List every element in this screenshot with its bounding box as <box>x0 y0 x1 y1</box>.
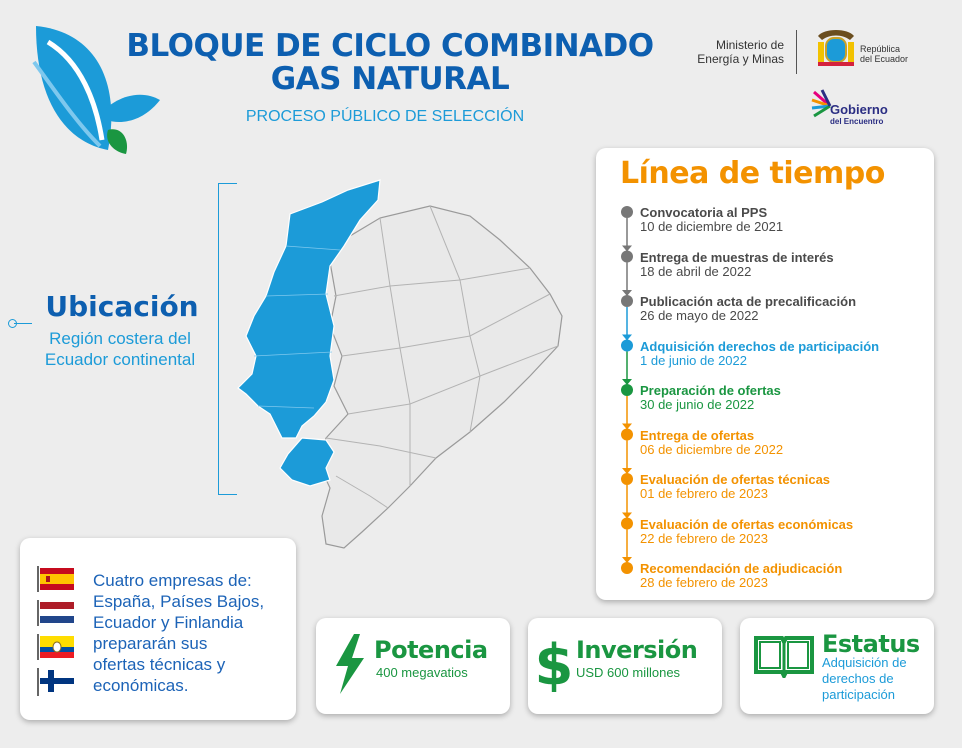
page-title: BLOQUE DE CICLO COMBINADO GAS NATURAL <box>126 28 654 97</box>
timeline-event <box>640 429 783 457</box>
timeline-axis <box>612 204 642 604</box>
lightning-icon <box>330 634 370 694</box>
timeline-event <box>640 295 856 323</box>
timeline-dot <box>621 340 633 352</box>
timeline-event <box>640 384 781 412</box>
investment-label: Inversión <box>576 636 698 664</box>
timeline-event <box>640 518 853 546</box>
timeline-event-date: 28 de febrero de 2023 <box>640 575 768 590</box>
timeline-event-name: Evaluación de ofertas económicas <box>640 516 854 532</box>
timeline-dot <box>621 295 633 307</box>
investment-value: USD 600 millones <box>576 665 681 680</box>
svg-text:$: $ <box>534 633 574 692</box>
logo-divider <box>796 30 797 74</box>
status-value: Adquisición de derechos de participación <box>822 655 907 702</box>
timeline-event <box>640 251 834 279</box>
timeline-event-name: Preparación de ofertas <box>640 383 781 398</box>
timeline-dot <box>621 251 633 263</box>
ministry-logo-text: Ministerio de Energía y Minas <box>697 38 784 66</box>
book-icon <box>752 632 816 678</box>
flag-spain-icon <box>36 566 76 592</box>
location-connector-line <box>14 323 32 324</box>
flag-ecuador-icon <box>36 634 76 660</box>
timeline-event-name: Entrega de ofertas <box>640 427 755 443</box>
flag-netherlands-icon <box>36 600 76 626</box>
timeline-event-date: 01 de febrero de 2023 <box>640 486 768 501</box>
timeline-dot <box>621 473 633 485</box>
timeline-title: Línea de tiempo <box>620 156 885 191</box>
timeline-event-name: Evaluación de ofertas técnicas <box>640 472 831 487</box>
timeline-event <box>640 473 830 501</box>
timeline-event-date: 06 de diciembre de 2022 <box>640 441 784 457</box>
location-title: Ubicación <box>45 290 199 323</box>
timeline-dot <box>621 518 633 530</box>
flag-finland-icon <box>36 668 76 696</box>
coat-of-arms-icon <box>814 26 858 72</box>
timeline-event <box>640 562 842 590</box>
timeline-event-name: Recomendación de adjudicación <box>640 561 843 576</box>
page-subtitle: PROCESO PÚBLICO DE SELECCIÓN <box>245 108 525 125</box>
timeline-event-date: 22 de febrero de 2023 <box>640 530 768 546</box>
timeline-event-date: 1 de junio de 2022 <box>640 352 747 368</box>
timeline-dot <box>621 384 633 396</box>
status-label: Estatus <box>822 630 920 658</box>
timeline-dot <box>621 206 633 218</box>
power-value: 400 megavatios <box>376 665 468 680</box>
timeline-list <box>612 204 928 596</box>
timeline-event-name: Convocatoria al PPS <box>640 205 768 220</box>
ecuador-coastal-south <box>280 438 334 486</box>
timeline-event <box>640 206 783 234</box>
timeline-event-name: Entrega de muestras de interés <box>640 249 834 265</box>
timeline-event-date: 30 de junio de 2022 <box>640 397 755 412</box>
ecuador-inland-region <box>318 206 562 548</box>
timeline-event-date: 26 de mayo de 2022 <box>640 308 759 323</box>
timeline-event-name: Adquisición derechos de participación <box>640 338 880 354</box>
companies-text: Cuatro empresas de: España, Países Bajos, Ecuador y Finlandia prepararán sus ofertas técnicas y económicas. <box>93 571 265 695</box>
timeline-event-date: 18 de abril de 2022 <box>640 263 752 279</box>
timeline-dot <box>621 562 633 574</box>
republica-logo-text: República del Ecuador <box>860 44 909 64</box>
timeline-event-date: 10 de diciembre de 2021 <box>640 219 784 234</box>
gobierno-rays-icon <box>810 88 832 124</box>
timeline-event <box>640 340 879 368</box>
dollar-icon <box>534 632 574 692</box>
ecuador-map <box>230 176 580 556</box>
power-label: Potencia <box>374 636 488 664</box>
timeline-event-name: Publicación acta de precalificación <box>640 294 857 309</box>
timeline-dot <box>621 429 633 441</box>
location-description: Región costera del Ecuador continental <box>44 329 196 369</box>
gobierno-logo-text: Gobierno del Encuentro <box>830 102 888 126</box>
